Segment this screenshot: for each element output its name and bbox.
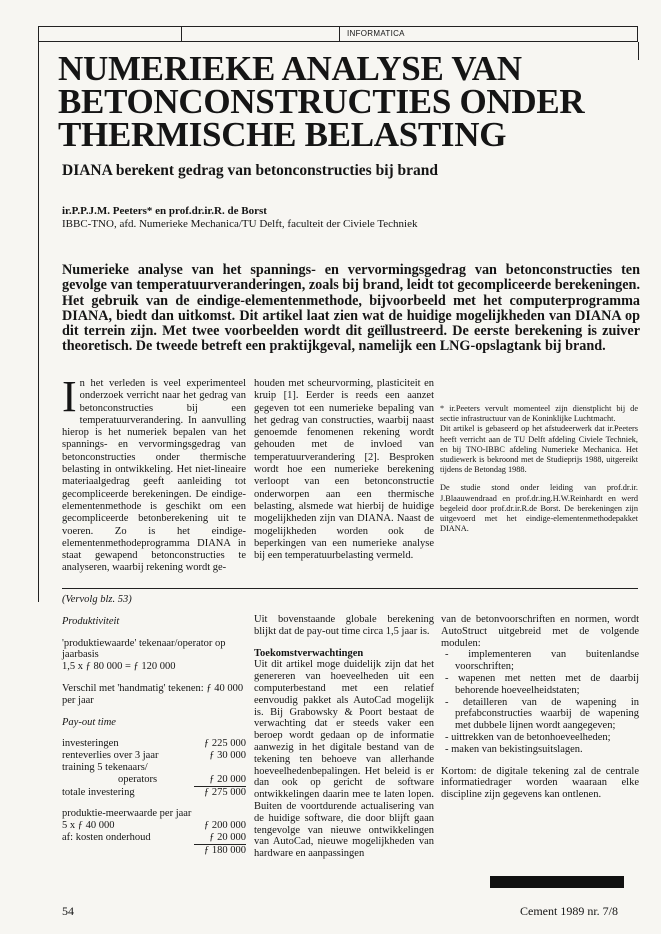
paragraph: Uit bovenstaande globale berekening blijkt dat de pay-out time circa 1,5 jaar is. [254, 614, 434, 637]
subheading: Toekomstverwachtingen [254, 647, 364, 659]
cost-amount: ƒ 275 000 [204, 786, 246, 798]
cost-row [62, 787, 246, 799]
gain-row [62, 820, 246, 832]
gain-amount: ƒ 20 000 [194, 832, 246, 845]
drop-cap: I [62, 372, 77, 421]
subheading: Produktiviteit [62, 615, 120, 627]
frame-rule [38, 42, 39, 602]
article-subtitle: DIANA berekent gedrag van betonconstructies bij brand [62, 162, 439, 179]
title-line: BETONCONSTRUCTIES ONDER [58, 82, 585, 121]
cost-amount: ƒ 20 000 [194, 774, 246, 787]
list-item: - uittrekken van de betonhoeveelheden; [445, 731, 611, 743]
article-title [58, 49, 633, 154]
cost-table [62, 738, 246, 798]
cost-amount: ƒ 225 000 [204, 738, 246, 750]
list-item: - detailleren van de wapening in prefabconstructies waarbij de wapening met dubbele lijnen wordt aangegeven; [445, 696, 639, 732]
module-list [441, 649, 639, 755]
paragraph: Verschil met 'handmatig' tekenen: ƒ 40 000 per jaar [62, 682, 244, 706]
cost-row [62, 750, 246, 762]
paragraph: 'produktiewaarde' tekenaar/operator op jaarbasis [62, 637, 226, 661]
journal-info: Cement 1989 nr. 7/8 [520, 904, 618, 918]
lead-paragraph: Numerieke analyse van het spannings- en vervormingsgedrag van betonconstructies ten gevolge van temperatuurveranderingen, zoals bij brand, leidt tot gecompliceerde berekeningen. Het gebruik van de eindige-elementenmethode, bijvoorbeeld met het computerprogramma DIANA, biedt dan uitkomst. Dit artikel laat zien wat de huidige mogelijkheden van DIANA op dit terrein zijn. Met twee voorbeelden wordt dit geïllustreerd. De eerste berekening is zuiver theoretisch. De tweede betreft een praktijkgeval, namelijk een LNG-opslagtank bij brand. [62, 262, 640, 355]
cost-row [62, 738, 246, 750]
cost-label: training 5 tekenaars/ [62, 761, 148, 773]
section-divider [62, 588, 638, 589]
footnote-text: Dit artikel is gebaseerd op het afstudeerwerk dat ir.Peeters heeft verricht aan de TU Delft afdeling Civiele Techniek, en bij TNO-IBBC afdeling Numerieke Mechanica. Het studiewerk is bekroond met de Studieprijs 1988, uitgereikt tijdens de Betondag 1988. [440, 424, 638, 475]
frame-rule [638, 42, 639, 60]
header-strip [38, 26, 638, 42]
gain-amount: ƒ 180 000 [204, 844, 246, 856]
body-text: houden met scheurvorming, plasticiteit en kruip [1]. Eerder is reeds een aanzet gegeven tot een numerieke bepaling van het gedrag van constructies, waarbij naast genoemde fenomenen rekening wordt gehouden met de invloed van temperatuurverandering [2]. Besproken wordt hoe een numerieke berekening verloopt van een betonconstructie onderworpen aan een thermische belasting, alsmede wat hierbij de huidige mogelijkheden zijn van DIANA. Naast de mogelijkheden worden ook de beperkingen van een numerieke analyse bij een temperatuurbelasting vermeld. [254, 378, 434, 562]
continuation-ref: (Vervolg blz. 53) [62, 594, 132, 605]
section-label: INFORMATICA [347, 29, 405, 38]
body-column-2 [254, 378, 434, 562]
paragraph: Uit dit artikel moge duidelijk zijn dat het genereren van hoeveelheden uit een computerbestand met een relatief eenvoudig pakket als AutoCad mogelijk is. Bij Grabowsky & Poort bestaat de verwachting dat er steeds vaker een beroep wordt gedaan op de informatie aanwezig in het digitale bestand van de tekening ten behoeve van allerhande hoeveelhedenbepalingen. Het beleid is er dan ook op gericht de software ontwikkelingen daarin mee te laten lopen. Buiten de voortdurende actualisering van de huidige software, die door blijft gaan tengevolge van nieuwe ontwikkelingen van AutoCad, nieuwe mogelijkheden van hardware en aanpassingen [254, 659, 434, 860]
cost-label: renteverlies over 3 jaar [62, 750, 159, 762]
cost-amount [194, 762, 246, 774]
list-item: - implementeren van buitenlandse voorschriften; [445, 649, 639, 673]
cost-label: investeringen [62, 738, 119, 750]
list-item: - maken van bekistingsuitslagen. [445, 743, 583, 755]
gain-label: af: kosten onderhoud [62, 831, 151, 843]
continued-column-3 [441, 614, 639, 801]
title-line: THERMISCHE BELASTING [58, 115, 507, 154]
calculation: 1,5 x ƒ 80 000 = ƒ 120 000 [62, 661, 176, 673]
footnote-text: * ir.Peeters vervult momenteel zijn dienstplicht bij de sectie infrastructuur van de Koninklijke Luchtmacht. [440, 404, 638, 424]
cost-row [62, 774, 246, 787]
gain-row [62, 832, 246, 845]
cost-label: totale investering [62, 786, 135, 798]
affiliation: IBBC-TNO, afd. Numerieke Mechanica/TU Delft, faculteit der Civiele Techniek [62, 218, 418, 230]
subheading: Pay-out time [62, 716, 116, 728]
cost-row [62, 762, 246, 774]
header-cell [39, 27, 182, 41]
continued-column-1 [62, 594, 246, 857]
title-line: NUMERIEKE ANALYSE VAN [58, 49, 522, 88]
header-cell [182, 27, 340, 41]
body-text: n het verleden is veel experimenteel onderzoek verricht naar het gedrag van betonconstructies bij een temperatuurverandering. In aanvulling hierop is het numeriek bepalen van het spannings- en vervormingsgedrag van betonconstructies onder thermische belasting in ontwikkeling. Het niet-lineaire materiaalgedrag geeft aanleiding tot gecompliceerde berekeningen. De eindige-elementenmethode is geschikt om een gecompliceerde betonberekening uit te voeren. Zo is het eindige-elementenmethodeprogramma DIANA in staat gewapend betonconstructies te analyseren, waarbij rekening wordt ge- [62, 378, 246, 574]
end-bar [490, 876, 624, 888]
gain-label: 5 x ƒ 40 000 [62, 820, 115, 832]
gain-row [62, 845, 246, 857]
continued-column-2 [254, 614, 434, 860]
footnote-text: De studie stond onder leiding van prof.dr.ir. J.Blaauwendraad en prof.dr.ing.H.W.Reinhardt en werd begeleid door prof.dr.ir.R.de Borst. De berekeningen zijn uitgevoerd met het eindige-elementenmethodepakket DIANA. [440, 483, 638, 534]
list-item: - wapenen met netten met de daarbij behorende hoeveelheidstaten; [445, 672, 639, 696]
footnote [440, 404, 638, 534]
authors: ir.P.P.J.M. Peeters* en prof.dr.ir.R. de Borst [62, 205, 267, 217]
body-column-1 [62, 372, 246, 575]
paragraph: Kortom: de digitale tekening zal de centrale informatiedrager worden waaraan elke discipline zijn gegevens kan ontlenen. [441, 765, 639, 801]
page-number: 54 [62, 904, 74, 918]
gain-title: produktie-meerwaarde per jaar [62, 808, 192, 820]
paragraph: van de betonvoorschriften en normen, wordt AutoStruct uitgebreid met de volgende modulen: [441, 614, 639, 649]
gain-amount: ƒ 200 000 [204, 820, 246, 832]
cost-label: operators [118, 773, 158, 785]
cost-amount: ƒ 30 000 [209, 750, 246, 762]
